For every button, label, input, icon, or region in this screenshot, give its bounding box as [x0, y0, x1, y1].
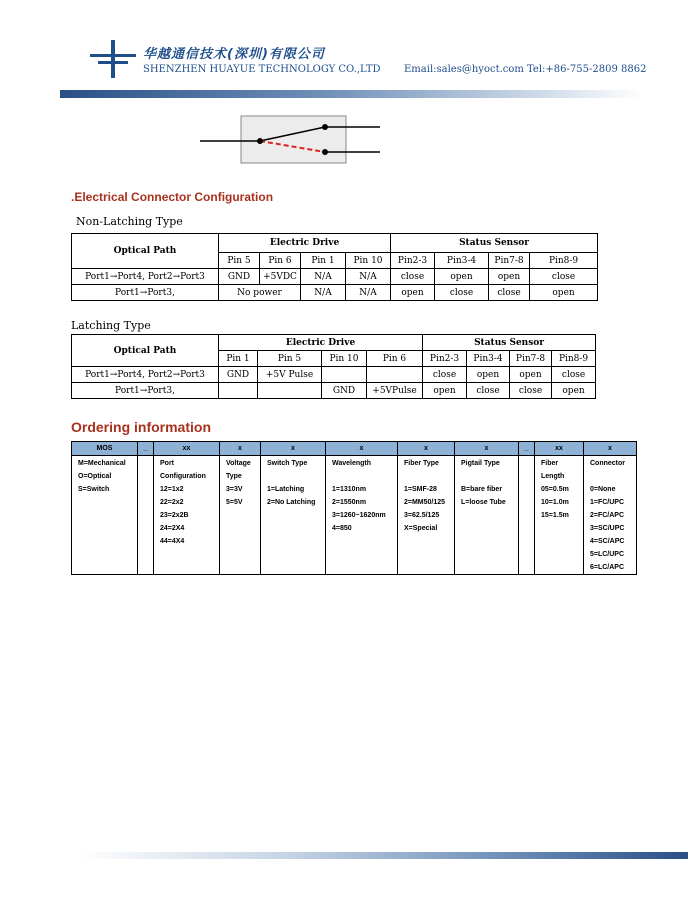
table-cell: open	[391, 285, 435, 301]
pin-header: Pin 10	[322, 351, 367, 367]
electric-drive-header: Electric Drive	[219, 234, 391, 253]
pin-header: Pin2-3	[423, 351, 467, 367]
ordering-section-title: Ordering information	[71, 419, 211, 435]
table-cell: +5VDC	[260, 269, 301, 285]
table-cell: close	[391, 269, 435, 285]
pin-header: Pin 6	[260, 253, 301, 269]
table-row	[72, 367, 596, 383]
table-cell: GND	[322, 383, 367, 399]
optical-path-cell: Port1→Port4, Port2→Port3	[72, 269, 219, 285]
pin-header: Pin3-4	[435, 253, 489, 269]
optical-path-cell: Port1→Port4, Port2→Port3	[72, 367, 219, 383]
electric-drive-header: Electric Drive	[219, 335, 423, 351]
pin-header: Pin7-8	[510, 351, 552, 367]
table-cell: open	[489, 269, 530, 285]
pin-header: Pin 5	[258, 351, 322, 367]
non-latching-title: Non-Latching Type	[76, 215, 183, 228]
ordering-header-cell: x	[220, 442, 261, 456]
footer-divider	[78, 852, 688, 859]
optical-path-header: Optical Path	[72, 335, 219, 367]
ordering-header-cell: _	[138, 442, 154, 456]
ordering-header-cell: x	[398, 442, 455, 456]
table-cell: GND	[219, 269, 260, 285]
table-cell: open	[467, 367, 510, 383]
table-cell: open	[530, 285, 598, 301]
table-cell: close	[489, 285, 530, 301]
electrical-section-title: .Electrical Connector Configuration	[71, 190, 274, 204]
table-cell: N/A	[301, 269, 346, 285]
pin-header: Pin 6	[367, 351, 423, 367]
pin-header: Pin 10	[346, 253, 391, 269]
ordering-header-cell: MOS	[72, 442, 138, 456]
latching-title: Latching Type	[71, 319, 151, 332]
table-row	[72, 383, 596, 399]
ordering-header-cell: x	[261, 442, 326, 456]
ordering-header-cell: x	[584, 442, 637, 456]
switch-type-options: Switch Type 1=Latching 2=No Latching	[261, 456, 326, 575]
status-sensor-header: Status Sensor	[391, 234, 598, 253]
ordering-header-row	[72, 442, 637, 456]
table-cell: open	[552, 383, 596, 399]
ordering-header-cell: _	[519, 442, 535, 456]
switch-diagram	[200, 110, 390, 168]
table-cell: open	[435, 269, 489, 285]
contact-info: Email:sales@hyoct.com Tel:+86-755-2809 8862	[404, 64, 647, 75]
pin-header: Pin 5	[219, 253, 260, 269]
table-cell	[322, 367, 367, 383]
optical-path-header: Optical Path	[72, 234, 219, 269]
table-cell: close	[467, 383, 510, 399]
separator-column	[138, 456, 154, 575]
table-cell: close	[530, 269, 598, 285]
ordering-body-row	[72, 456, 637, 575]
table-cell: close	[552, 367, 596, 383]
pin-header: Pin3-4	[467, 351, 510, 367]
table-cell: N/A	[346, 285, 391, 301]
table-cell: close	[510, 383, 552, 399]
pin-header: Pin 1	[219, 351, 258, 367]
table-cell: N/A	[301, 285, 346, 301]
company-name-cn: 华越通信技术(深圳)有限公司	[143, 47, 325, 62]
table-cell: open	[423, 383, 467, 399]
table-cell	[367, 367, 423, 383]
port-configuration-options: Port Configuration 12=1x2 22=2x2 23=2x2B 24=2X4 44=4X4	[154, 456, 220, 575]
mos-options: M=Mechanical O=Optical S=Switch	[72, 456, 138, 575]
table-cell: GND	[219, 367, 258, 383]
pin-header: Pin8-9	[552, 351, 596, 367]
status-sensor-header: Status Sensor	[423, 335, 596, 351]
table-row	[72, 285, 598, 301]
table-cell: close	[435, 285, 489, 301]
ordering-header-cell: x	[455, 442, 519, 456]
table-cell: open	[510, 367, 552, 383]
ordering-header-cell: xx	[535, 442, 584, 456]
table-cell: close	[423, 367, 467, 383]
latching-table	[71, 334, 596, 399]
pin-header: Pin8-9	[530, 253, 598, 269]
table-row	[72, 269, 598, 285]
pigtail-type-options: Pigtail Type B=bare fiber L=loose Tube	[455, 456, 519, 575]
table-cell: +5V Pulse	[258, 367, 322, 383]
huayue-logo-icon	[90, 40, 136, 78]
company-name-en: SHENZHEN HUAYUE TECHNOLOGY CO.,LTD	[143, 64, 381, 75]
separator-column	[519, 456, 535, 575]
non-latching-table	[71, 233, 598, 301]
voltage-options: Voltage Type 3=3V 5=5V	[220, 456, 261, 575]
header-divider	[60, 90, 644, 98]
wavelength-options: Wavelength 1=1310nm 2=1550nm 3=1260~1620nm 4=850	[326, 456, 398, 575]
pin-header: Pin 1	[301, 253, 346, 269]
table-cell: No power	[219, 285, 301, 301]
connector-options: Connector 0=None 1=FC/UPC 2=FC/APC 3=SC/UPC 4=SC/APC 5=LC/UPC 6=LC/APC	[584, 456, 637, 575]
table-cell	[258, 383, 322, 399]
pin-header: Pin2-3	[391, 253, 435, 269]
fiber-length-options: Fiber Length 05=0.5m 10=1.0m 15=1.5m	[535, 456, 584, 575]
table-cell: N/A	[346, 269, 391, 285]
ordering-header-cell: xx	[154, 442, 220, 456]
fiber-type-options: Fiber Type 1=SMF-28 2=MM50/125 3=62.5/125 X=Special	[398, 456, 455, 575]
ordering-table	[71, 441, 637, 575]
optical-path-cell: Port1→Port3,	[72, 285, 219, 301]
table-cell	[219, 383, 258, 399]
pin-header: Pin7-8	[489, 253, 530, 269]
optical-path-cell: Port1→Port3,	[72, 383, 219, 399]
ordering-header-cell: x	[326, 442, 398, 456]
table-cell: +5VPulse	[367, 383, 423, 399]
